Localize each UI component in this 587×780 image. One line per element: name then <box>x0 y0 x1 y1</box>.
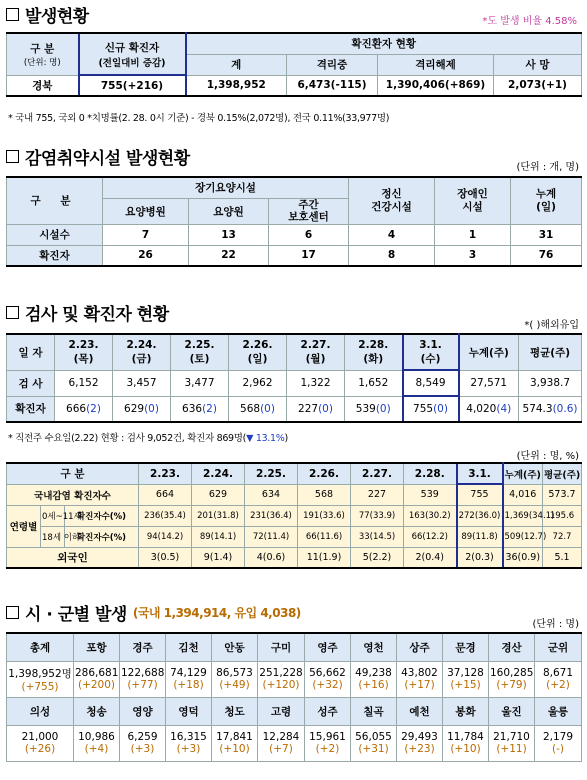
note-change: ▼ 13.1% <box>246 433 285 444</box>
age-cell: 4,016 <box>503 484 543 505</box>
date: 2.26. <box>242 338 273 351</box>
confirmed-count: 4,020 <box>466 402 497 415</box>
city-value-row <box>7 725 582 761</box>
city-count: 8,671 <box>542 667 574 679</box>
cell: 8 <box>349 245 435 266</box>
age-cell: 201(31.8) <box>192 505 245 526</box>
age-cell: 629 <box>192 484 245 505</box>
col-released: 격리해제 <box>378 54 494 75</box>
overseas-count: (0) <box>144 402 159 415</box>
city-increase: (+26) <box>24 743 56 755</box>
weekday: (금) <box>131 352 152 365</box>
confirmed-count: 227 <box>298 402 319 415</box>
city-increase: (+2) <box>315 743 340 755</box>
section2-unit: (단위 : 개, 명) <box>516 162 579 173</box>
age-cell: 72(11.4) <box>245 526 298 547</box>
test-value: 1,652 <box>345 370 403 396</box>
weekday: (목) <box>73 352 94 365</box>
confirmed-value <box>287 396 345 422</box>
age-0-11: 0세~11세 <box>41 505 65 526</box>
city-count: 21,710 <box>493 731 530 743</box>
city-name: 경주 <box>120 633 166 661</box>
city-value <box>305 725 351 761</box>
city-increase: (+755) <box>21 680 59 693</box>
cell: 3 <box>435 245 511 266</box>
test-value: 3,477 <box>171 370 229 396</box>
city-name: 김천 <box>166 633 212 661</box>
rate-note: *도 발생 비율 4.58% <box>482 16 577 27</box>
col-mental: 정신 건강시설 <box>349 177 435 224</box>
facility-gubun: 구 분 <box>7 177 103 224</box>
test-value: 3,457 <box>113 370 171 396</box>
isolating-value: 6,473(-115) <box>287 75 378 96</box>
date-col-3 <box>229 334 287 370</box>
cell: 7 <box>103 224 189 245</box>
overseas-count: (0) <box>375 402 391 415</box>
test-value: 8,549 <box>403 370 459 396</box>
test-value: 27,571 <box>459 370 519 396</box>
gubun-cell <box>7 33 79 75</box>
row-label: 시설수 <box>7 224 103 245</box>
date-col-0 <box>55 334 113 370</box>
city-name: 영양 <box>120 697 166 725</box>
city-name: 안동 <box>212 633 258 661</box>
city-value <box>397 725 443 761</box>
section4-header <box>6 600 301 625</box>
age-cell: 1,369(34.1) <box>503 505 543 526</box>
age-cell: 5(2.2) <box>351 547 404 568</box>
facility-row <box>7 224 582 245</box>
city-value <box>74 725 120 761</box>
city-value <box>489 661 535 697</box>
city-count: 56,055 <box>355 731 392 743</box>
confirmed-value <box>55 396 113 422</box>
test-table <box>6 333 582 423</box>
section4-sub: (국내 1,394,914, 유입 4,038) <box>132 606 301 620</box>
date-col-6 <box>403 334 459 370</box>
city-name: 영덕 <box>166 697 212 725</box>
age-cell: 4(0.6) <box>245 547 298 568</box>
city-increase: (+3) <box>130 743 155 755</box>
confirmed-value <box>345 396 403 422</box>
age-cell: 77(33.9) <box>351 505 404 526</box>
cell: 31 <box>511 224 582 245</box>
cell: 6 <box>269 224 349 245</box>
city-count: 122,688 <box>121 667 165 679</box>
city-increase: (+79) <box>496 679 527 691</box>
city-name: 문경 <box>443 633 489 661</box>
city-count: 74,129 <box>170 667 207 679</box>
city-value <box>166 661 212 697</box>
status-header: 확진환자 현황 <box>186 33 582 54</box>
cell: 22 <box>189 245 269 266</box>
date: 3.1. <box>419 338 442 351</box>
date-col-1 <box>113 334 171 370</box>
deaths-value: 2,073(+1) <box>494 75 582 96</box>
note-part: * 직전주 수요일(2.22) 현황 : 검사 9,052건, 확진자 869명( <box>8 433 247 444</box>
cell: 17 <box>269 245 349 266</box>
city-name: 칠곡 <box>351 697 397 725</box>
date-col-5 <box>345 334 403 370</box>
age-cell: 66(11.6) <box>298 526 351 547</box>
city-value <box>7 725 74 761</box>
checkbox-square-icon <box>6 8 19 21</box>
city-increase: (+32) <box>312 679 343 691</box>
col-nursing: 요양원 <box>189 198 269 224</box>
age-cell: 89(14.1) <box>192 526 245 547</box>
city-increase: (+77) <box>127 679 158 691</box>
test-label: 검 사 <box>7 370 55 396</box>
city-count: 251,228 <box>259 667 303 679</box>
city-table <box>6 632 582 762</box>
section4-title: 시 · 군별 발생 <box>25 605 127 625</box>
age-cell: 9(1.4) <box>192 547 245 568</box>
date: 2.27. <box>300 338 331 351</box>
confirmed-value <box>459 396 519 422</box>
city-increase: (+4) <box>84 743 109 755</box>
col-total: 계 <box>186 54 287 75</box>
city-increase: (-) <box>552 743 564 755</box>
city-name: 청도 <box>212 697 258 725</box>
age-table <box>6 462 582 569</box>
weekday: (수) <box>420 352 441 365</box>
city-value <box>7 661 74 697</box>
section1-title: 발생현황 <box>25 7 89 27</box>
confirmed-value <box>171 396 229 422</box>
city-increase: (+18) <box>173 679 204 691</box>
age-cell: 539 <box>404 484 457 505</box>
city-value-row <box>7 661 582 697</box>
section3-header <box>6 300 169 325</box>
t2-date: 2.27. <box>351 463 404 484</box>
facility-row <box>7 245 582 266</box>
city-name: 상주 <box>397 633 443 661</box>
domestic-label: 국내감염 확진자수 <box>7 484 139 505</box>
cell: 76 <box>511 245 582 266</box>
city-name: 총계 <box>7 633 74 661</box>
confirmed-value <box>403 396 459 422</box>
date-col-2 <box>171 334 229 370</box>
city-count: 11,784 <box>447 731 484 743</box>
city-count: 286,681 <box>75 667 119 679</box>
overseas-count: (2) <box>202 402 217 415</box>
age-cell: 36(0.9) <box>503 547 543 568</box>
date: 2.23. <box>68 338 99 351</box>
foreigner-label: 외국인 <box>7 547 139 568</box>
weekday: (화) <box>363 352 384 365</box>
age-cell: 5.1 <box>543 547 582 568</box>
age-cell: 634 <box>245 484 298 505</box>
age-cell: 72.7 <box>543 526 582 547</box>
city-count: 10,986 <box>78 731 115 743</box>
new-cases-header <box>79 33 186 75</box>
city-count: 160,285 <box>490 667 534 679</box>
city-value <box>212 725 258 761</box>
age-cell: 236(35.4) <box>139 505 192 526</box>
facility-table <box>6 176 582 267</box>
t2-date: 2.26. <box>298 463 351 484</box>
age-cell: 195.6 <box>543 505 582 526</box>
col-isolating: 격리중 <box>287 54 378 75</box>
city-value <box>535 725 582 761</box>
section1-header <box>6 2 89 27</box>
new-cases-value: 755(+216) <box>79 75 186 96</box>
overseas-count: (0) <box>318 402 333 415</box>
col-disabled: 장애인 시설 <box>435 177 511 224</box>
city-count: 2,179 <box>542 731 574 743</box>
col-daycare: 주간 보호센터 <box>269 198 349 224</box>
city-count: 15,961 <box>309 731 346 743</box>
city-name: 봉화 <box>443 697 489 725</box>
city-increase: (+120) <box>262 679 300 691</box>
age-cell: 89(11.8) <box>457 526 503 547</box>
city-value <box>258 725 305 761</box>
city-name: 청송 <box>74 697 120 725</box>
overseas-count: (0.6) <box>552 402 578 415</box>
section3-note <box>8 430 288 444</box>
city-increase: (+23) <box>404 743 435 755</box>
age-cell: 509(12.7) <box>503 526 543 547</box>
cell: 13 <box>189 224 269 245</box>
city-count: 56,662 <box>309 667 346 679</box>
city-increase: (+11) <box>496 743 527 755</box>
city-name: 군위 <box>535 633 582 661</box>
city-increase: (+49) <box>219 679 250 691</box>
age-18-sub: 확진자수(%) <box>65 526 139 547</box>
city-value <box>120 661 166 697</box>
city-name: 예천 <box>397 697 443 725</box>
status-table <box>6 32 582 97</box>
total-value: 1,398,952 <box>186 75 287 96</box>
age-cell: 227 <box>351 484 404 505</box>
city-value <box>535 661 582 697</box>
age-cell: 272(36.0) <box>457 505 503 526</box>
age-18: 18세 이하 <box>41 526 65 547</box>
city-name: 울릉 <box>535 697 582 725</box>
date: 2.24. <box>126 338 157 351</box>
avg-col: 평균(주) <box>519 334 582 370</box>
city-count: 6,259 <box>127 731 158 743</box>
checkbox-square-icon <box>6 606 19 619</box>
released-value: 1,390,406(+869) <box>378 75 494 96</box>
city-count: 12,284 <box>262 731 300 743</box>
city-increase: (+31) <box>358 743 389 755</box>
city-value <box>212 661 258 697</box>
age-group-label: 연령별 <box>7 505 41 547</box>
city-count: 86,573 <box>216 667 253 679</box>
city-name: 영천 <box>351 633 397 661</box>
age-cell: 3(0.5) <box>139 547 192 568</box>
section2-header <box>6 144 190 169</box>
confirmed-count: 666 <box>66 402 87 415</box>
test-value: 2,962 <box>229 370 287 396</box>
confirmed-value <box>113 396 171 422</box>
city-value <box>397 661 443 697</box>
city-value <box>443 661 489 697</box>
cell: 26 <box>103 245 189 266</box>
age-cell: 163(30.2) <box>404 505 457 526</box>
date-label: 일 자 <box>7 334 55 370</box>
section1-note: * 국내 755, 국외 0 *치명률(2. 28. 0시 기준) - 경북 0.15%(2,072명), 전국 0.11%(33,977명) <box>8 113 390 124</box>
section3-unit: (단위 : 명, %) <box>516 451 579 462</box>
city-increase: (+10) <box>219 743 250 755</box>
date: 2.28. <box>358 338 389 351</box>
city-name: 성주 <box>305 697 351 725</box>
city-increase: (+2) <box>546 679 570 691</box>
city-name: 고령 <box>258 697 305 725</box>
unit-label: (단위: 명) <box>23 57 61 68</box>
city-name: 울진 <box>489 697 535 725</box>
t2-date: 2.25. <box>245 463 298 484</box>
new-cases-h1: 신규 확진자 <box>104 41 160 54</box>
age-cell: 755 <box>457 484 503 505</box>
date-col-4 <box>287 334 345 370</box>
city-name-row <box>7 633 582 661</box>
city-name: 의성 <box>7 697 74 725</box>
city-increase: (+10) <box>450 743 481 755</box>
age-cell: 66(12.2) <box>404 526 457 547</box>
confirmed-count: 568 <box>240 402 261 415</box>
region-cell: 경북 <box>7 75 79 96</box>
age-cell: 2(0.3) <box>457 547 503 568</box>
t2-avg: 평균(주) <box>543 463 582 484</box>
city-count: 37,128 <box>447 667 484 679</box>
confirmed-value <box>519 396 582 422</box>
city-value <box>258 661 305 697</box>
test-value: 1,322 <box>287 370 345 396</box>
overseas-legend: *( )해외유입 <box>524 320 579 331</box>
weekday: (월) <box>305 352 326 365</box>
city-count: 17,841 <box>216 731 253 743</box>
city-value <box>74 661 120 697</box>
cell: 1 <box>435 224 511 245</box>
city-value <box>351 725 397 761</box>
city-increase: (+7) <box>269 743 293 755</box>
new-cases-h2: (전일대비 증감) <box>98 57 166 69</box>
city-name: 구미 <box>258 633 305 661</box>
city-count: 49,238 <box>355 667 392 679</box>
confirmed-count: 629 <box>124 402 145 415</box>
cum-col: 누계(주) <box>459 334 519 370</box>
overseas-count: (0) <box>433 403 448 415</box>
t2-date: 2.24. <box>192 463 245 484</box>
age-cell: 2(0.4) <box>404 547 457 568</box>
age-cell: 191(33.6) <box>298 505 351 526</box>
longterm-header: 장기요양시설 <box>103 177 349 198</box>
weekday: (일) <box>247 352 268 365</box>
t2-date: 3.1. <box>457 463 503 484</box>
city-value <box>305 661 351 697</box>
checkbox-square-icon <box>6 306 19 319</box>
city-count: 1,398,952명 <box>8 667 72 680</box>
test-value: 3,938.7 <box>519 370 582 396</box>
col-hospital: 요양병원 <box>103 198 189 224</box>
t2-date: 2.23. <box>139 463 192 484</box>
age-gubun: 구 분 <box>7 463 139 484</box>
confirmed-count: 574.3 <box>522 402 553 415</box>
overseas-count: (2) <box>86 402 101 415</box>
city-value <box>443 725 489 761</box>
confirmed-value <box>229 396 287 422</box>
city-value <box>489 725 535 761</box>
age-cell: 33(14.5) <box>351 526 404 547</box>
city-increase: (+17) <box>404 679 435 691</box>
overseas-count: (4) <box>496 402 512 415</box>
section4-unit: (단위 : 명) <box>532 619 579 630</box>
city-count: 21,000 <box>21 731 59 743</box>
test-value: 6,152 <box>55 370 113 396</box>
age-cell: 231(36.4) <box>245 505 298 526</box>
section3-title: 검사 및 확진자 현황 <box>25 305 169 325</box>
t2-cum: 누계(주) <box>503 463 543 484</box>
city-value <box>166 725 212 761</box>
city-name-row <box>7 697 582 725</box>
age-0-11-sub: 확진자수(%) <box>65 505 139 526</box>
date: 2.25. <box>184 338 215 351</box>
col-cumulative: 누계 (일) <box>511 177 582 224</box>
city-name: 포항 <box>74 633 120 661</box>
city-count: 16,315 <box>170 731 207 743</box>
checkbox-square-icon <box>6 150 19 163</box>
section2-title: 감염취약시설 발생현황 <box>25 149 190 169</box>
age-cell: 94(14.2) <box>139 526 192 547</box>
age-cell: 11(1.9) <box>298 547 351 568</box>
city-increase: (+200) <box>77 679 116 691</box>
city-increase: (+16) <box>358 679 389 691</box>
overseas-count: (0) <box>260 402 275 415</box>
confirmed-label: 확진자 <box>7 396 55 422</box>
row-label: 확진자 <box>7 245 103 266</box>
city-value <box>120 725 166 761</box>
city-increase: (+15) <box>450 679 481 691</box>
city-count: 43,802 <box>401 667 438 679</box>
city-increase: (+3) <box>176 743 201 755</box>
confirmed-count: 755 <box>413 403 434 415</box>
gubun-label: 구 분 <box>30 42 55 55</box>
city-value <box>351 661 397 697</box>
t2-date: 2.28. <box>404 463 457 484</box>
cell: 4 <box>349 224 435 245</box>
city-count: 29,493 <box>401 731 438 743</box>
age-cell: 573.7 <box>543 484 582 505</box>
city-name: 영주 <box>305 633 351 661</box>
confirmed-count: 636 <box>182 402 203 415</box>
age-cell: 568 <box>298 484 351 505</box>
weekday: (토) <box>189 352 210 365</box>
col-deaths: 사 망 <box>494 54 582 75</box>
confirmed-count: 539 <box>355 402 376 415</box>
note-part: ) <box>284 433 288 444</box>
city-name: 경산 <box>489 633 535 661</box>
age-cell: 664 <box>139 484 192 505</box>
